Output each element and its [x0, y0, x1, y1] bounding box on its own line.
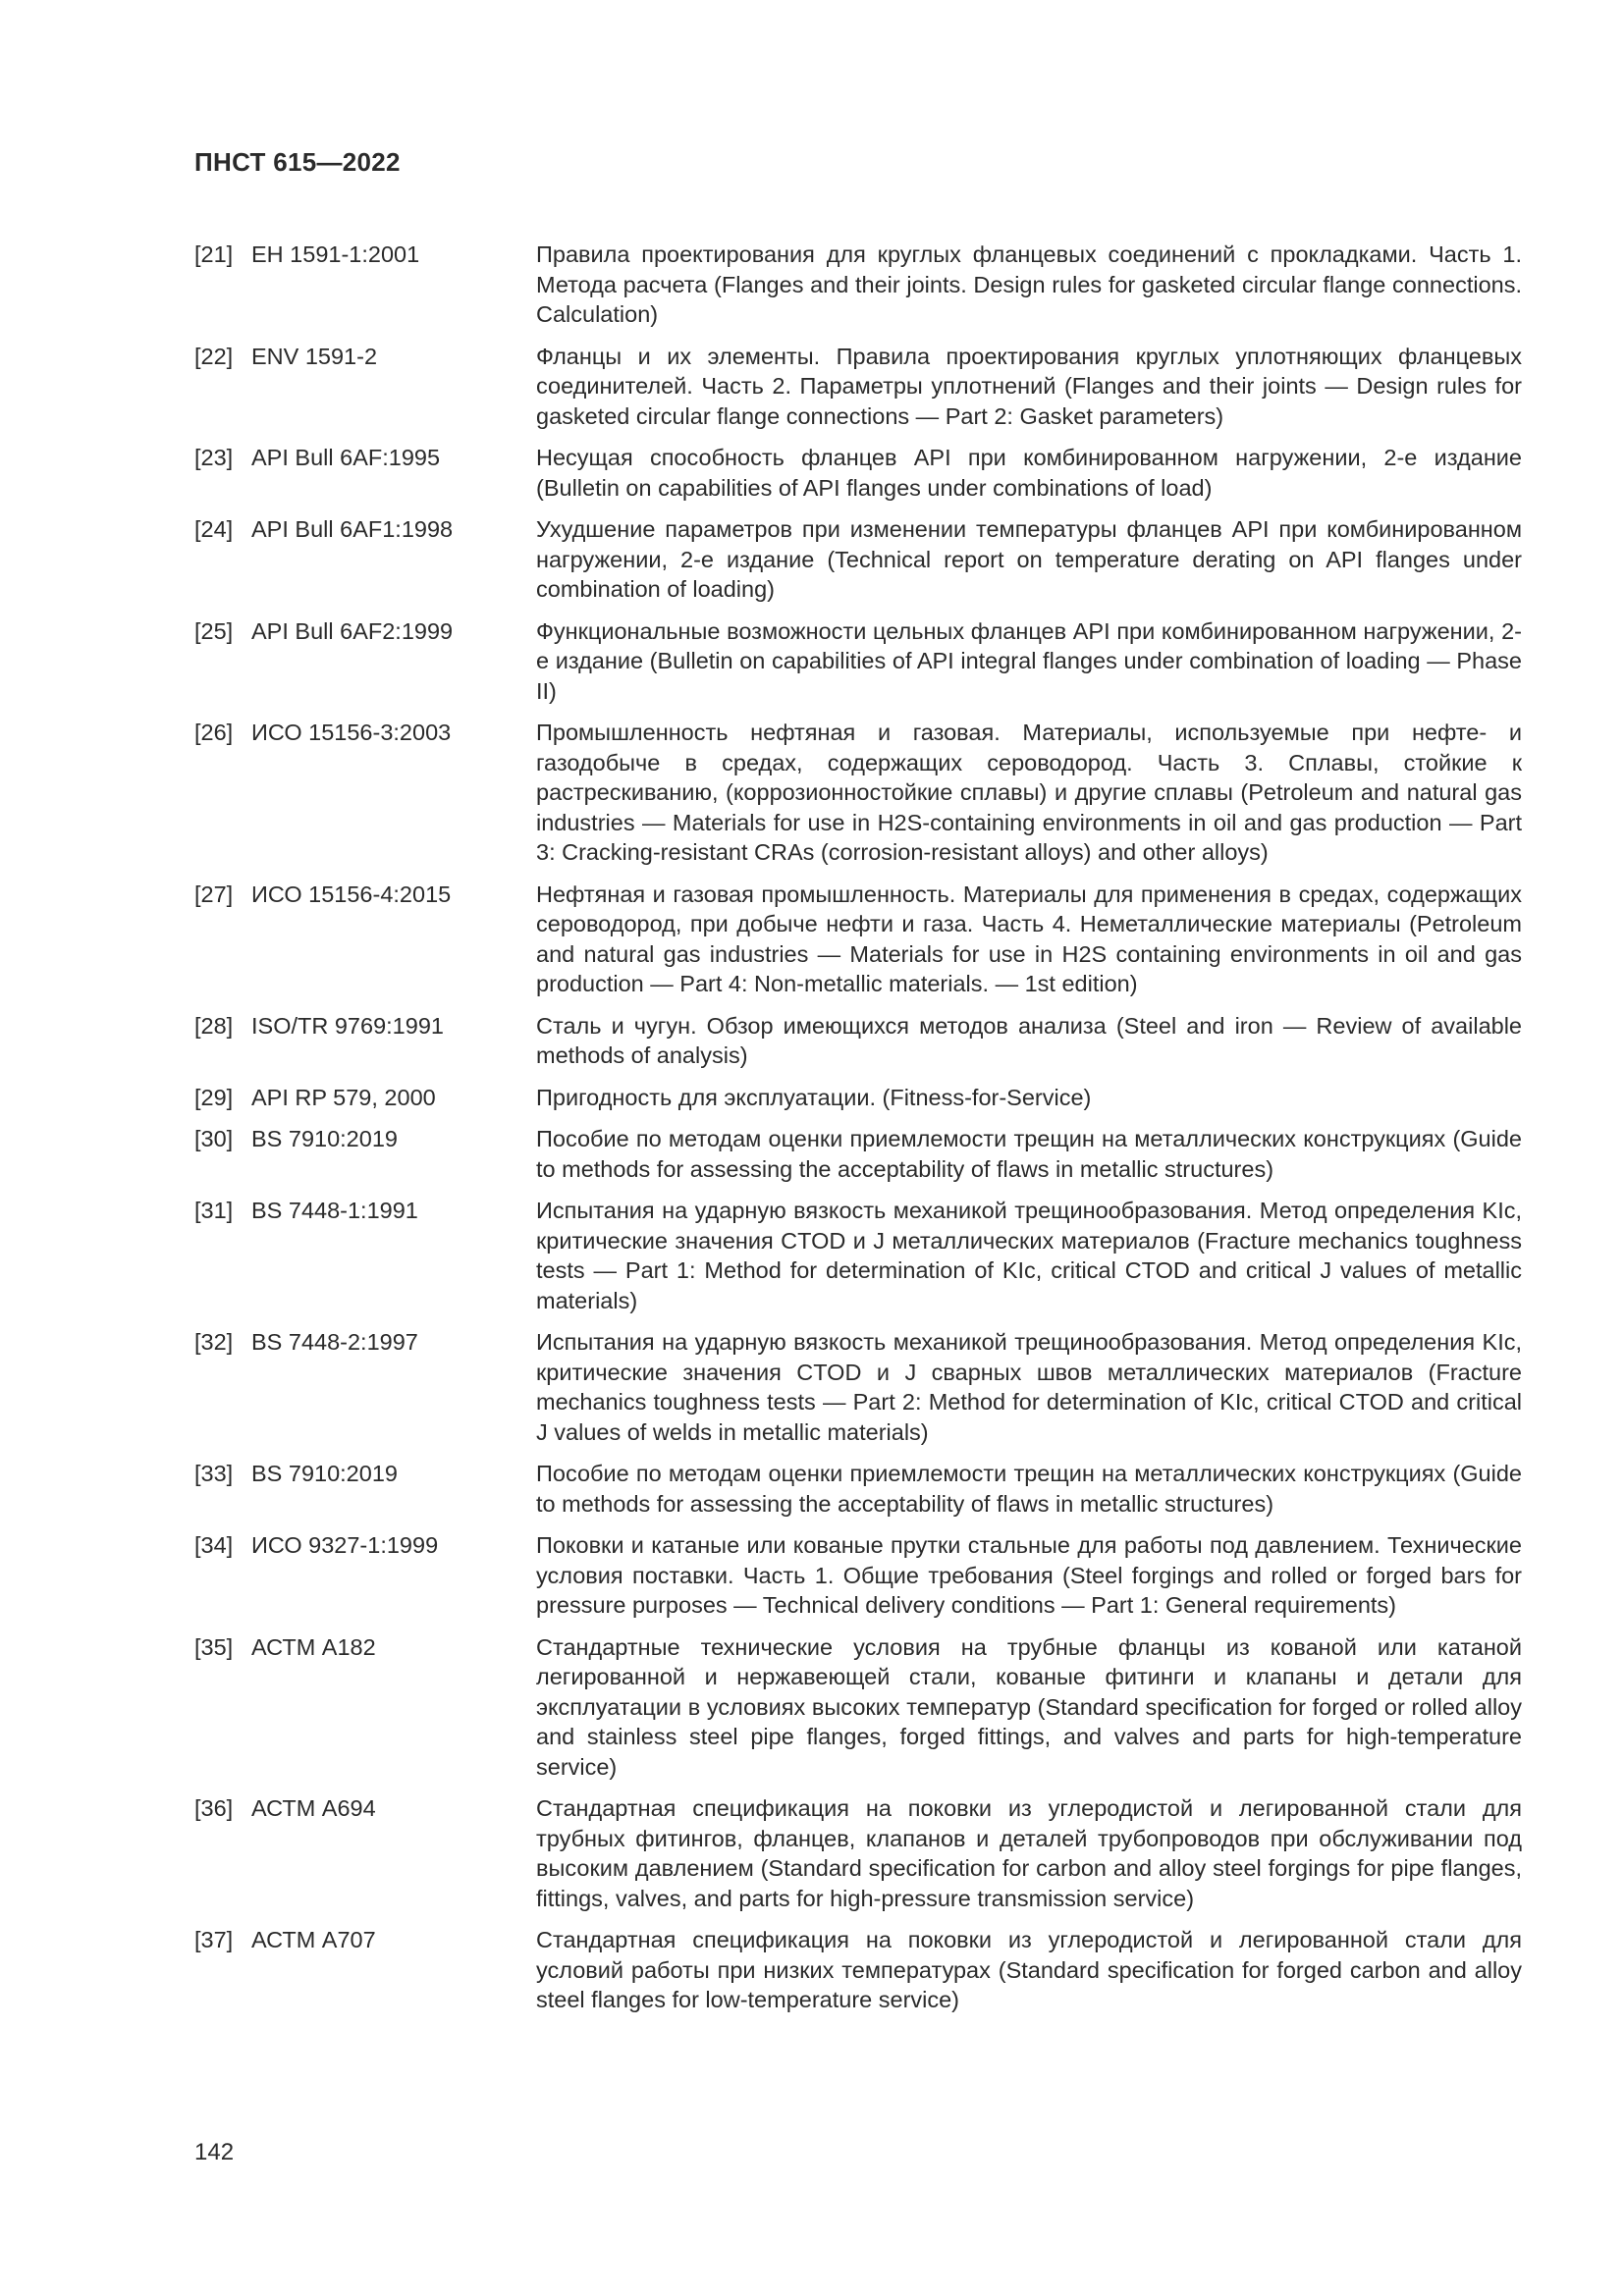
reference-code: ИСО 15156-4:2015 — [251, 881, 452, 907]
reference-number: [34] — [194, 1532, 234, 1558]
reference-row — [194, 1459, 1522, 1519]
reference-title: Испытания на ударную вязкость механикой трещинообразования. Метод определения KIc, критические значения CTOD и J металлических материалов (Fracture mechanics toughness tests — Part 1: Method for determination of KIc, critical CTOD and critical J values of metallic materials) — [536, 1198, 1522, 1313]
reference-number: [22] — [194, 343, 234, 369]
reference-code: АСТМ А182 — [251, 1633, 376, 1660]
reference-title: Испытания на ударную вязкость механикой трещинообразования. Метод определения KIc, критические значения CTOD и J сварных швов металлических материалов (Fracture mechanics toughness tests — Part 2: Method for determination of KIc, critical CTOD and critical J values of welds in metallic materials) — [536, 1329, 1522, 1445]
reference-row — [194, 240, 1522, 330]
reference-title: Промышленность нефтяная и газовая. Материалы, используемые при нефте- и газодобыче в средах, содержащих сероводород. Часть 3. Сплавы, стойкие к растрескиванию, (коррозионностойкие сплавы) и другие сплавы (Petroleum and natural gas industries — Materials for use in H2S-containing environments in oil and gas production — Part 3: Cracking-resistant CRAs (corrosion-resistant alloys) and other alloys) — [536, 720, 1522, 865]
reference-title: Стандартная спецификация на поковки из углеродистой и легированной стали для условий работы при низких температурах (Standard specification for forged carbon and alloy steel flanges for low-temperature service) — [536, 1927, 1522, 2012]
reference-number: [33] — [194, 1461, 234, 1486]
reference-number: [23] — [194, 445, 234, 470]
reference-row — [194, 1793, 1522, 1913]
reference-number: [31] — [194, 1198, 234, 1223]
document-code-header: ПНСТ 615—2022 — [194, 147, 401, 177]
reference-title: Пособие по методам оценки приемлемости трещин на металлических конструкциях (Guide to methods for assessing the acceptability of flaws in metallic structures) — [536, 1461, 1522, 1517]
reference-number: [26] — [194, 720, 234, 745]
reference-row — [194, 880, 1522, 999]
reference-title: Ухудшение параметров при изменении температуры фланцев API при комбинированном нагружении, 2-е издание (Technical report on temperature derating on API flanges under combination of loading) — [536, 516, 1522, 602]
reference-code: ENV 1591-2 — [251, 343, 378, 369]
reference-number: [21] — [194, 241, 234, 267]
reference-code: API RP 579, 2000 — [251, 1084, 436, 1110]
reference-code: АСТМ А707 — [251, 1927, 376, 1952]
reference-title: Пособие по методам оценки приемлемости трещин на металлических конструкциях (Guide to methods for assessing the acceptability of flaws in metallic structures) — [536, 1126, 1522, 1182]
reference-row — [194, 1124, 1522, 1184]
reference-row — [194, 1011, 1522, 1071]
reference-row — [194, 342, 1522, 432]
reference-number: [24] — [194, 516, 234, 542]
reference-number: [32] — [194, 1329, 234, 1355]
reference-row — [194, 1196, 1522, 1315]
reference-title: Стандартные технические условия на трубные фланцы из кованой или катаной легированной и нержавеющей стали, кованые фитинги и клапаны и детали для эксплуатации в условиях высоких температур (Standard specification for forged or rolled alloy and stainless steel pipe flanges, forged fittings, and valves and parts for high-temperature service) — [536, 1633, 1522, 1780]
reference-code: API Bull 6AF1:1998 — [251, 516, 454, 542]
reference-title: Фланцы и их элементы. Правила проектирования круглых уплотняющих фланцевых соединителей. Часть 2. Параметры уплотнений (Flanges and their joints — Design rules for gasketed circular flange connections — Part 2: Gasket parameters) — [536, 343, 1522, 429]
reference-row — [194, 1530, 1522, 1621]
reference-title: Нефтяная и газовая промышленность. Материалы для применения в средах, содержащих сероводород, при добыче нефти и газа. Часть 4. Неметаллические материалы (Petroleum and natural gas industries — Materials for use in H2S containing environments in oil and gas production — Part 4: Non-metallic materials. — 1st edition) — [536, 881, 1522, 996]
reference-code: ИСО 9327-1:1999 — [251, 1532, 439, 1558]
page-number: 142 — [194, 2139, 235, 2165]
reference-row — [194, 1327, 1522, 1447]
reference-code: BS 7910:2019 — [251, 1126, 398, 1151]
reference-row — [194, 443, 1522, 503]
reference-title: Пригодность для эксплуатации. (Fitness-for-Service) — [536, 1084, 1092, 1110]
reference-code: BS 7448-2:1997 — [251, 1329, 418, 1355]
reference-code: ЕН 1591-1:2001 — [251, 241, 420, 267]
reference-number: [28] — [194, 1012, 234, 1039]
reference-number: [25] — [194, 617, 234, 644]
reference-number: [30] — [194, 1126, 234, 1151]
reference-code: API Bull 6AF:1995 — [251, 445, 441, 470]
reference-title: Стандартная спецификация на поковки из углеродистой и легированной стали для трубных фитингов, фланцев, клапанов и деталей трубопроводов при обслуживании под высоким давлением (Standard specification for carbon and alloy steel forgings for pipe flanges, fittings, valves, and parts for high-pressure transmission service) — [536, 1795, 1522, 1911]
reference-row — [194, 1925, 1522, 2015]
reference-title: Сталь и чугун. Обзор имеющихся методов анализа (Steel and iron — Review of available methods of analysis) — [536, 1012, 1522, 1068]
reference-number: [37] — [194, 1927, 234, 1952]
reference-number: [36] — [194, 1795, 234, 1821]
reference-code: АСТМ А694 — [251, 1795, 376, 1821]
reference-row — [194, 718, 1522, 868]
reference-row — [194, 616, 1522, 707]
reference-code: API Bull 6AF2:1999 — [251, 617, 454, 644]
reference-code: BS 7448-1:1991 — [251, 1198, 418, 1223]
reference-number: [35] — [194, 1633, 234, 1660]
reference-title: Правила проектирования для круглых фланцевых соединений с прокладками. Часть 1. Метода расчета (Flanges and their joints. Design rules for gasketed circular flange connections. Calculation) — [536, 241, 1522, 327]
reference-code: ISO/TR 9769:1991 — [251, 1012, 444, 1039]
reference-code: ИСО 15156-3:2003 — [251, 720, 452, 745]
bibliography-list — [194, 240, 1522, 2027]
reference-row — [194, 514, 1522, 605]
reference-number: [29] — [194, 1084, 234, 1110]
reference-number: [27] — [194, 881, 234, 907]
reference-title: Функциональные возможности цельных фланцев API при комбинированном нагружении, 2-е издание (Bulletin on capabilities of API integral flanges under combination of loading — Phase II) — [536, 617, 1522, 704]
reference-title: Поковки и катаные или кованые прутки стальные для работы под давлением. Технические условия поставки. Часть 1. Общие требования (Steel forgings and rolled or forged bars for pressure purposes — Technical delivery conditions — Part 1: General requirements) — [536, 1532, 1522, 1618]
reference-row — [194, 1083, 1522, 1113]
reference-code: BS 7910:2019 — [251, 1461, 398, 1486]
reference-row — [194, 1632, 1522, 1783]
reference-title: Несущая способность фланцев API при комбинированном нагружении, 2-е издание (Bulletin on capabilities of API flanges under combinations of load) — [536, 445, 1522, 501]
